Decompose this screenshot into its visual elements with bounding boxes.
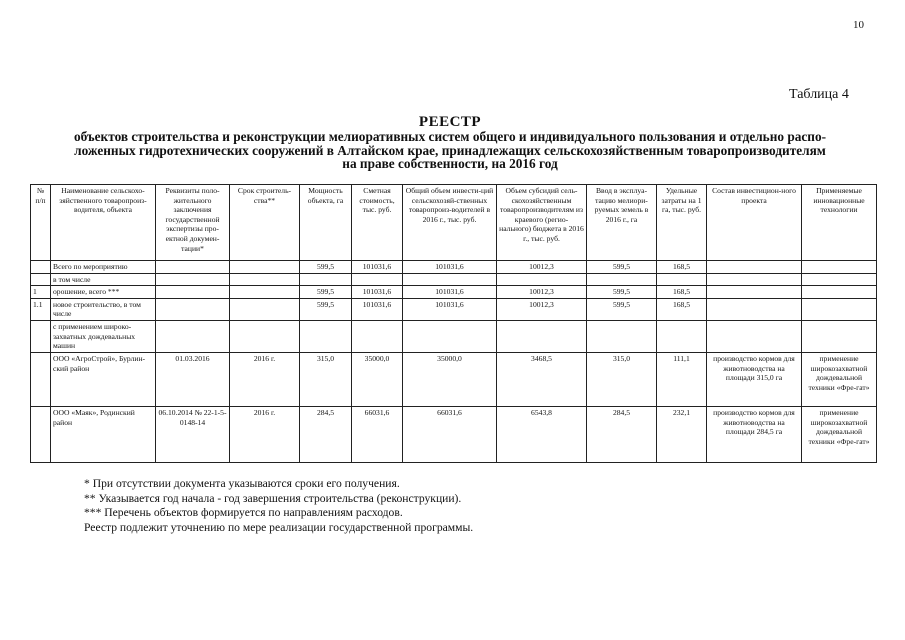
- table-cell: 315,0: [300, 352, 352, 406]
- table-cell: 1.1: [31, 298, 51, 320]
- table-cell: [31, 273, 51, 286]
- header-cell: Удельные затраты на 1 га, тыс. руб.: [657, 185, 707, 261]
- table-cell: 599,5: [587, 298, 657, 320]
- table-cell: 315,0: [587, 352, 657, 406]
- table-cell: 232,1: [657, 406, 707, 462]
- table-row: [31, 261, 877, 274]
- header-cell: Срок строитель-ства**: [230, 185, 300, 261]
- header-cell: Ввод в эксплуа-тацию мелиори-руемых земель в 2016 г., га: [587, 185, 657, 261]
- table-cell: с применением широко-захватных дождевальных машин: [51, 320, 156, 352]
- table-cell: [230, 320, 300, 352]
- table-cell: [707, 286, 802, 299]
- registry-table: [30, 184, 877, 463]
- table-row: [31, 298, 877, 320]
- header-cell: Объем субсидий сель-скохозяйственным товаропроизводителям из краевого (регио-нального) бюджета в 2016 г., тыс. руб.: [497, 185, 587, 261]
- table-row: [31, 320, 877, 352]
- header-cell: Применяемые инновационные технологии: [802, 185, 877, 261]
- table-cell: в том числе: [51, 273, 156, 286]
- table-row: [31, 286, 877, 299]
- table-cell: 10012,3: [497, 286, 587, 299]
- title-line-3: на праве собственности, на 2016 год: [342, 156, 558, 171]
- table-cell: [707, 298, 802, 320]
- table-cell: [497, 273, 587, 286]
- table-cell: [802, 273, 877, 286]
- table-cell: [707, 273, 802, 286]
- document-title: [30, 114, 870, 171]
- table-cell: [352, 320, 403, 352]
- table-cell: 3468,5: [497, 352, 587, 406]
- table-cell: 599,5: [300, 261, 352, 274]
- table-cell: [587, 320, 657, 352]
- table-cell: 66031,6: [403, 406, 497, 462]
- table-row: [31, 273, 877, 286]
- table-cell: 101031,6: [352, 261, 403, 274]
- table-cell: [230, 273, 300, 286]
- footnote: * При отсутствии документа указываются сроки его получения.: [84, 477, 400, 490]
- table-cell: [352, 273, 403, 286]
- header-cell: Наименование сельскохо-зяйственного товаропроиз-водителя, объекта: [51, 185, 156, 261]
- table-cell: 599,5: [587, 261, 657, 274]
- table-cell: 101031,6: [352, 286, 403, 299]
- table-cell: 2016 г.: [230, 406, 300, 462]
- header-cell: № п/п: [31, 185, 51, 261]
- table-cell: [31, 406, 51, 462]
- table-cell: [156, 320, 230, 352]
- table-cell: 1: [31, 286, 51, 299]
- table-cell: 101031,6: [403, 298, 497, 320]
- table-cell: 10012,3: [497, 261, 587, 274]
- table-cell: 66031,6: [352, 406, 403, 462]
- table-label: Таблица 4: [789, 87, 849, 102]
- table-cell: [300, 273, 352, 286]
- table-cell: 599,5: [300, 298, 352, 320]
- header-cell: Общий объем инвести-ций сельскохозяй-ственных товаропроиз-водителей в 2016 г., тыс. руб.: [403, 185, 497, 261]
- table-cell: 284,5: [587, 406, 657, 462]
- table-cell: ООО «Маяк», Родинский район: [51, 406, 156, 462]
- table-cell: 10012,3: [497, 298, 587, 320]
- table-cell: 284,5: [300, 406, 352, 462]
- table-cell: [802, 261, 877, 274]
- table-cell: [403, 320, 497, 352]
- table-cell: [156, 273, 230, 286]
- footnote: Реестр подлежит уточнению по мере реализации государственной программы.: [84, 520, 474, 534]
- table-cell: [156, 298, 230, 320]
- table-cell: 01.03.2016: [156, 352, 230, 406]
- table-cell: 6543,8: [497, 406, 587, 462]
- table-cell: [300, 320, 352, 352]
- table-cell: [707, 261, 802, 274]
- footnotes: [84, 477, 473, 535]
- table-header-row: [31, 185, 877, 261]
- header-cell: Реквизиты поло-жительного заключения государственной экспертизы про-ектной докумен-тации*: [156, 185, 230, 261]
- footnote: *** Перечень объектов формируется по направлениям расходов.: [84, 506, 403, 519]
- table-cell: [230, 286, 300, 299]
- table-cell: 101031,6: [403, 261, 497, 274]
- table-cell: орошение, всего ***: [51, 286, 156, 299]
- table-cell: производство кормов для животноводства на площади 284,5 га: [707, 406, 802, 462]
- table-cell: 168,5: [657, 261, 707, 274]
- table-cell: [802, 286, 877, 299]
- table-cell: 599,5: [587, 286, 657, 299]
- table-cell: [657, 320, 707, 352]
- title-line-2: ложенных гидротехнических сооружений в Алтайском крае, принадлежащих сельскохозяйственным товаропроизводителям: [74, 142, 826, 158]
- table-cell: [587, 273, 657, 286]
- table-cell: Всего по мероприятию: [51, 261, 156, 274]
- table-cell: 35000,0: [403, 352, 497, 406]
- table-cell: [707, 320, 802, 352]
- table-cell: 599,5: [300, 286, 352, 299]
- title-main: РЕЕСТР: [418, 114, 482, 130]
- table-cell: применение широкозахватной дождевальной техники «Фре-гат»: [802, 406, 877, 462]
- page-number: 10: [853, 19, 864, 31]
- table-cell: [403, 273, 497, 286]
- header-cell: Сметная стоимость, тыс. руб.: [352, 185, 403, 261]
- table-cell: [31, 352, 51, 406]
- table-cell: [31, 320, 51, 352]
- table-cell: [230, 298, 300, 320]
- table-cell: производство кормов для животноводства на площади 315,0 га: [707, 352, 802, 406]
- table-cell: 168,5: [657, 298, 707, 320]
- table-cell: [156, 286, 230, 299]
- table-row: [31, 352, 877, 406]
- table-cell: [156, 261, 230, 274]
- table-cell: новое строительство, в том числе: [51, 298, 156, 320]
- table-cell: 111,1: [657, 352, 707, 406]
- table-row: [31, 406, 877, 462]
- table-cell: [802, 298, 877, 320]
- table-cell: применение широкозахватной дождевальной техники «Фре-гат»: [802, 352, 877, 406]
- table-cell: 06.10.2014 № 22-1-5-0148-14: [156, 406, 230, 462]
- footnote: ** Указывается год начала - год завершения строительства (реконструкции).: [84, 491, 462, 505]
- table-cell: 35000,0: [352, 352, 403, 406]
- table-cell: ООО «АгроСтрой», Бурлин-ский район: [51, 352, 156, 406]
- table-cell: 101031,6: [352, 298, 403, 320]
- table-cell: 168,5: [657, 286, 707, 299]
- table-cell: [31, 261, 51, 274]
- table-cell: [230, 261, 300, 274]
- table-cell: 101031,6: [403, 286, 497, 299]
- table-cell: [657, 273, 707, 286]
- table-cell: [497, 320, 587, 352]
- table-cell: [802, 320, 877, 352]
- table-cell: 2016 г.: [230, 352, 300, 406]
- header-cell: Мощность объекта, га: [300, 185, 352, 261]
- title-line-1: объектов строительства и реконструкции мелиоративных систем общего и индивидуального пользования и отдельно распо-: [73, 129, 827, 144]
- header-cell: Состав инвестицион-ного проекта: [707, 185, 802, 261]
